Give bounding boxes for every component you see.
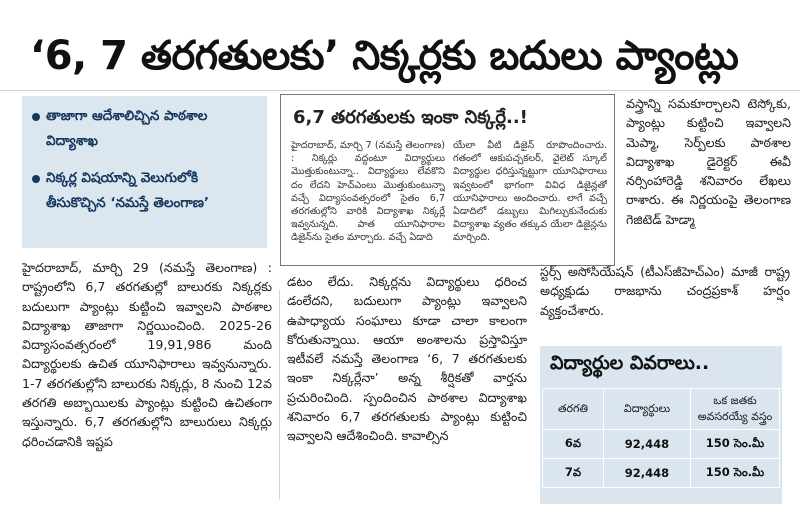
highlight-text: నిక్కర్ల విషయాన్ని వెలుగులోకి తీసుకొచ్చిన ‘నమస్తే తెలంగాణ’ bbox=[46, 170, 210, 211]
article-paragraph: స్టర్స్‌ అసోసియేషన్‌ (టీఎస్‌జీహెచ్‌ఎం) మాజీ రాష్ట్ర అధ్యక్షుడు రాజభాను చంద్రప్రకాశ్‌ హర్షం వ్యక్తంచేశారు. bbox=[540, 264, 790, 318]
cell-cloth: 150 సెం.మీ bbox=[691, 459, 780, 488]
headline: ‘6, 7 తరగతులకు’ నిక్కర్లకు బదులు ప్యాంట్లు bbox=[30, 33, 739, 79]
cell-cloth: 150 సెం.మీ bbox=[691, 430, 780, 459]
headline-divider bbox=[0, 90, 800, 91]
highlight-text: తాజాగా ఆదేశాలిచ్చిన పాఠశాల విద్యాశాఖ bbox=[46, 108, 208, 149]
related-story-text-right: యేలా వీటి డిజైన్‌ రూపొందించారు. గతంలో ఆకుపచ్చకలర్‌, వైలెట్‌ స్కూల్‌ విద్యార్థుల ధరిస్తున్నట్టుగా యూనిఫారాలు ఇవ్వటంలో భాగంగా వివిధ డిజైన్లతో యూనిఫారాలు అందించారు. లాగే వచ్చే ఏడాదిలో డబ్బులు మిగిల్చుకునేందుకు విద్యాశాఖ వ్యతం తక్కువ యేలా డిజైన్లను మార్చింది. bbox=[453, 140, 607, 244]
cell-students: 92,448 bbox=[604, 459, 691, 488]
stats-title: విద్యార్థుల వివరాలు.. bbox=[550, 352, 710, 374]
cell-students: 92,448 bbox=[604, 430, 691, 459]
related-story-box bbox=[280, 94, 615, 266]
header-grade: తరగతి bbox=[543, 389, 604, 430]
article-column-2 bbox=[287, 272, 527, 504]
bullet-icon bbox=[32, 175, 40, 183]
article-column-3-bottom bbox=[540, 262, 790, 338]
related-story-title: 6,7 తరగతులకు ఇంకా నిక్కర్లే..! bbox=[293, 107, 528, 128]
cell-grade: 7వ bbox=[543, 459, 604, 488]
table-row bbox=[543, 459, 780, 488]
student-stats-box bbox=[540, 346, 782, 504]
header-students: విద్యార్థులు bbox=[604, 389, 691, 430]
article-paragraph: డటం లేదు. నిక్కర్లను విద్యార్థులు ధరించ డంలేదని, బదులుగా ప్యాంట్లు ఇవ్వాలని ఉపాధ్యాయ సంఘాలు కూడా చాలా కాలంగా కోరుతున్నాయి. ఆయా అంశాలను ప్రస్తావిస్తూ ఇటీవలే నమస్తే తెలంగాణ ‘6, 7 తరగతులకు ఇంకా నిక్కర్లేనా’ అన్న శీర్షికతో వార్తను ప్రచురించింది. స్పందించిన పాఠశాల విద్యాశాఖ శనివారం 6,7 తరగతులకు ప్యాంట్లు కుట్టించి ఇవ్వాలని ఆదేశించింది. కావాల్సిన bbox=[287, 274, 527, 444]
highlight-item bbox=[30, 166, 259, 216]
stats-table bbox=[542, 388, 780, 488]
cell-grade: 6వ bbox=[543, 430, 604, 459]
bullet-icon bbox=[32, 113, 40, 121]
article-paragraph: వస్త్రాన్ని సమకూర్చాలని టెస్కోకు, ప్యాంట్లు కుట్టించి ఇవ్వాలని మెప్మా, సెర్ప్‌లకు పాఠశాల విద్యాశాఖ డైరెక్టర్‌ ఈవీ నర్సింహారెడ్డి శనివారం లేఖలు రాశారు. ఈ నిర్ణయంపై తెలంగాణ గెజిటెడ్‌ హెడ్మా bbox=[626, 96, 791, 227]
highlights-box bbox=[22, 96, 267, 248]
related-story-text-left: హైదరాబాద్‌, మార్చి 7 (నమస్తే తెలంగాణ) : నిక్కర్లు వద్దంటూ విద్యార్థులు మొత్తుకుంటున్నా.. విద్యార్థులు లేవకొని దం లేదని హెచ్‌ఎంలు మొత్తుకుంటున్నా వచ్చే విద్యాసంవత్సరంలో సైతం 6,7 తరగతుల్లోని వారికి విద్యాశాఖ నిక్కర్లే ఇవ్వనున్నది. పాత యూనిఫారాల డిజైన్‌ను సైతం మార్చారు. వచ్చే ఏడాది bbox=[291, 140, 445, 244]
article-paragraph: హైదరాబాద్‌, మార్చి 29 (నమస్తే తెలంగాణ) : రాష్ట్రంలోని 6,7 తరగతుల్లో బాలురకు నిక్కర్లకు బదులుగా ప్యాంట్లు కుట్టించి ఇవ్వాలని పాఠశాల విద్యాశాఖ తాజాగా నిర్ణయించింది. 2025-26 విద్యాసంవత్సరంలో 19,91,986 మంది విద్యార్థులకు ఉచిత యూనిఫారాలు ఇవ్వనున్నారు. 1-7 తరగతుల్లోని బాలురకు నిక్కర్లు, 8 నుంచి 12వ తరగతి అబ్బాయిలకు ప్యాంట్లు కుట్టించి ఉచితంగా ఇస్తున్నారు. 6,7 తరగతుల్లోని బాలురులు నిక్కర్లు ధరించడానికి ఇష్టప bbox=[22, 260, 272, 449]
article-column-1 bbox=[22, 258, 272, 502]
header-cloth: ఒక జతకు అవసరయ్యే వస్త్రం bbox=[691, 389, 780, 430]
highlight-item bbox=[30, 104, 259, 154]
table-row bbox=[543, 430, 780, 459]
table-header-row bbox=[543, 389, 780, 430]
column-divider bbox=[279, 290, 280, 500]
